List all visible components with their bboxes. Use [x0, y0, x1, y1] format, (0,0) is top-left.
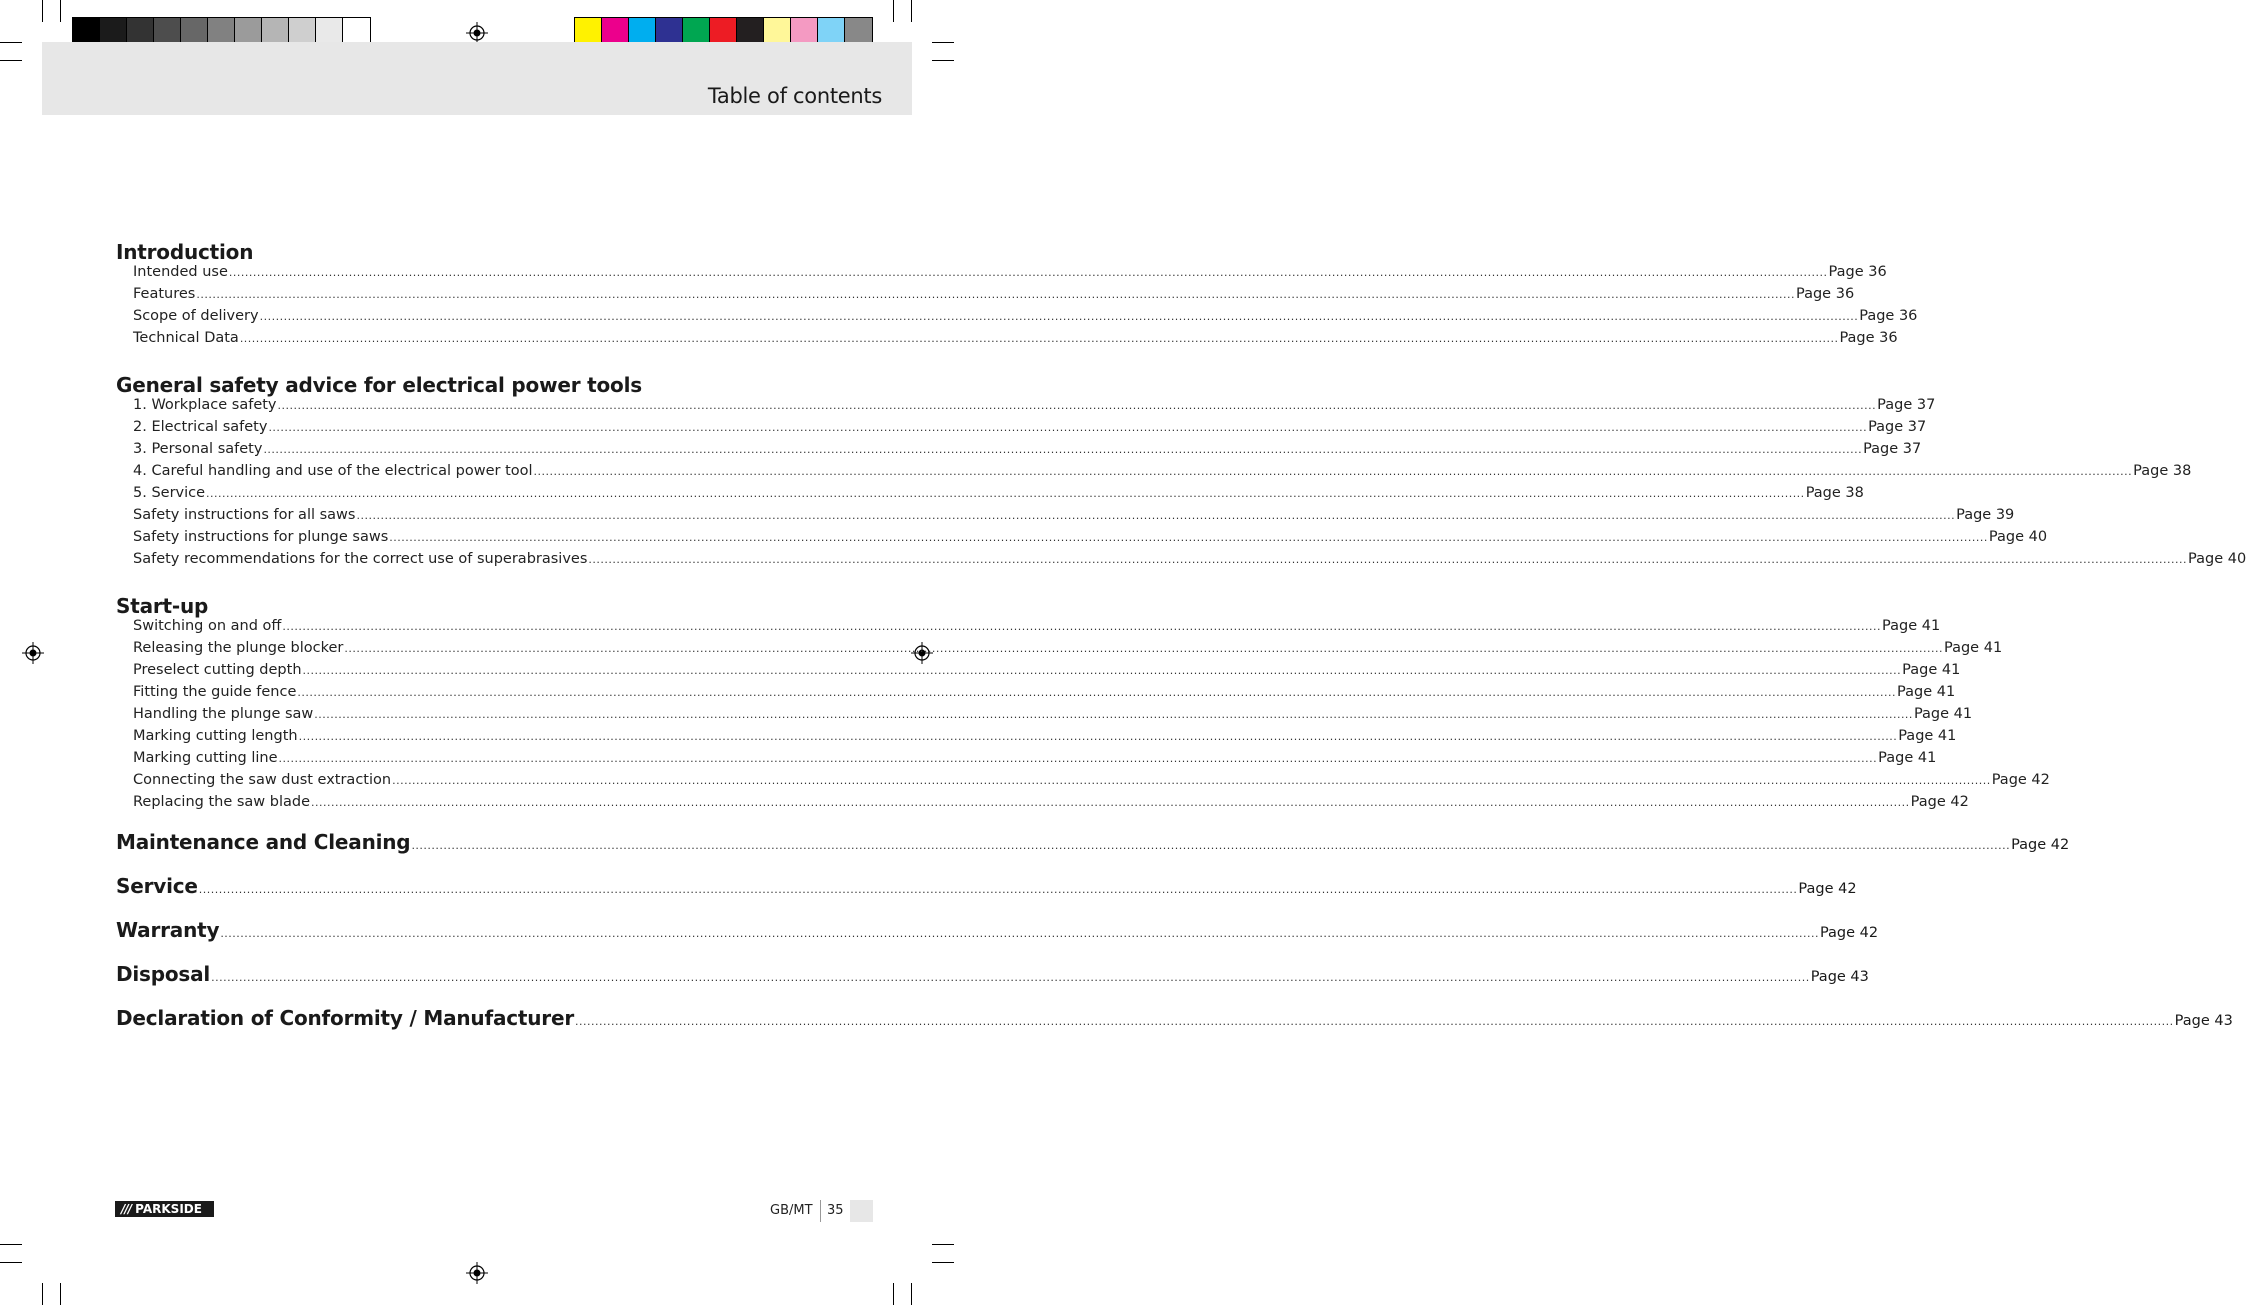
toc-entry[interactable] [116, 286, 1855, 308]
toc-entry-label: Scope of delivery [133, 308, 259, 324]
table-of-contents [116, 240, 2246, 1050]
toc-entry-label: 2. Electrical safety [133, 419, 268, 435]
crop-mark [0, 1262, 22, 1263]
toc-main-entry-label: Service [116, 874, 198, 898]
footer-divider [820, 1200, 821, 1222]
crop-mark [932, 1244, 954, 1245]
toc-entry[interactable] [116, 441, 1922, 463]
dot-leader: ................................................................................................................................................................................................................................................................................................................................................................................................................ [356, 509, 1956, 522]
toc-main-entry[interactable] [116, 830, 2070, 874]
dot-leader: ................................................................................................................................................................................................................................................................................................................................................................................................................ [196, 288, 1795, 301]
toc-entry-label: Switching on and off [133, 618, 282, 634]
crop-mark [60, 1283, 61, 1305]
toc-entry[interactable] [116, 772, 2050, 794]
toc-main-entry[interactable] [116, 874, 1857, 918]
dot-leader: ................................................................................................................................................................................................................................................................................................................................................................................................................ [298, 730, 1898, 743]
dot-leader: ................................................................................................................................................................................................................................................................................................................................................................................................................ [268, 421, 1868, 434]
page-title: Table of contents [707, 84, 882, 108]
toc-entry-page: Page 36 [1859, 308, 1918, 324]
crop-mark [932, 42, 954, 43]
dot-leader: ................................................................................................................................................................................................................................................................................................................................................................................................................ [344, 642, 1943, 655]
crop-mark [932, 1262, 954, 1263]
footer-tab [850, 1200, 873, 1222]
toc-main-entry-label: Maintenance and Cleaning [116, 830, 411, 854]
dot-leader: ................................................................................................................................................................................................................................................................................................................................................................................................................ [228, 266, 1828, 279]
dot-leader: ................................................................................................................................................................................................................................................................................................................................................................................................................ [277, 399, 1877, 412]
toc-entry-page: Page 42 [1910, 794, 1969, 810]
dot-leader: ................................................................................................................................................................................................................................................................................................................................................................................................................ [297, 686, 1897, 699]
toc-entry-label: Marking cutting line [133, 750, 278, 766]
dot-leader: ................................................................................................................................................................................................................................................................................................................................................................................................................ [211, 971, 1810, 984]
toc-entry-page: Page 41 [1882, 618, 1941, 634]
crop-mark [0, 60, 22, 61]
crop-mark [42, 1283, 43, 1305]
toc-main-entry-page: Page 42 [1798, 881, 1857, 897]
registration-mark-icon [466, 22, 488, 44]
toc-entry[interactable] [116, 662, 1961, 684]
toc-entry-page: Page 36 [1796, 286, 1855, 302]
toc-entry-label: Fitting the guide fence [133, 684, 297, 700]
toc-entry[interactable] [116, 419, 1927, 441]
toc-entry[interactable] [116, 529, 2048, 551]
toc-entry-label: Safety instructions for all saws [133, 507, 356, 523]
toc-entry-label: Replacing the saw blade [133, 794, 311, 810]
crop-mark [893, 1283, 894, 1305]
toc-main-entry[interactable] [116, 918, 1879, 962]
toc-entry-page: Page 42 [1991, 772, 2050, 788]
toc-entry-page: Page 38 [2133, 463, 2192, 479]
toc-entry-page: Page 38 [1805, 485, 1864, 501]
toc-main-entry[interactable] [116, 962, 1869, 1006]
toc-entry[interactable] [116, 706, 1973, 728]
toc-entry-page: Page 41 [1878, 750, 1937, 766]
dot-leader: ................................................................................................................................................................................................................................................................................................................................................................................................................ [533, 465, 2133, 478]
toc-entry-label: Safety recommendations for the correct use of superabrasives [133, 551, 588, 567]
toc-entry-page: Page 41 [1944, 640, 2003, 656]
toc-main-entry-label: Warranty [116, 918, 220, 942]
toc-entry[interactable] [116, 507, 2015, 529]
toc-entry-page: Page 37 [1863, 441, 1922, 457]
toc-entry-label: Technical Data [133, 330, 239, 346]
dot-leader: ................................................................................................................................................................................................................................................................................................................................................................................................................ [206, 487, 1805, 500]
dot-leader: ................................................................................................................................................................................................................................................................................................................................................................................................................ [263, 443, 1863, 456]
dot-leader: ................................................................................................................................................................................................................................................................................................................................................................................................................ [198, 883, 1798, 896]
toc-main-entry-page: Page 43 [1810, 969, 1869, 985]
toc-entry-page: Page 37 [1868, 419, 1927, 435]
toc-entry[interactable] [116, 330, 1898, 352]
toc-entry[interactable] [116, 728, 1957, 750]
toc-section-title: Introduction [116, 240, 254, 264]
page-number: 35 [827, 1203, 844, 1218]
toc-entry[interactable] [116, 264, 1887, 286]
crop-mark [0, 42, 22, 43]
toc-entry[interactable] [116, 485, 1864, 507]
toc-entry-label: Features [133, 286, 196, 302]
toc-entry-label: 3. Personal safety [133, 441, 263, 457]
toc-entry[interactable] [116, 308, 1918, 330]
toc-main-entry-label: Disposal [116, 962, 211, 986]
dot-leader: ................................................................................................................................................................................................................................................................................................................................................................................................................ [575, 1015, 2174, 1028]
crop-mark [893, 0, 894, 22]
dot-leader: ................................................................................................................................................................................................................................................................................................................................................................................................................ [392, 774, 1991, 787]
crop-mark [42, 0, 43, 22]
toc-entry-page: Page 36 [1839, 330, 1898, 346]
toc-entry[interactable] [116, 463, 2192, 485]
toc-entry-page: Page 37 [1877, 397, 1936, 413]
dot-leader: ................................................................................................................................................................................................................................................................................................................................................................................................................ [259, 310, 1859, 323]
dot-leader: ................................................................................................................................................................................................................................................................................................................................................................................................................ [314, 708, 1913, 721]
toc-entry-label: Connecting the saw dust extraction [133, 772, 392, 788]
toc-entry-page: Page 41 [1897, 684, 1956, 700]
toc-entry[interactable] [116, 684, 1956, 706]
crop-mark [0, 1244, 22, 1245]
toc-entry[interactable] [116, 618, 1941, 640]
crop-mark [60, 0, 61, 22]
language-code: GB/MT [770, 1203, 813, 1218]
toc-entry[interactable] [116, 640, 2003, 662]
dot-leader: ................................................................................................................................................................................................................................................................................................................................................................................................................ [282, 620, 1882, 633]
dot-leader: ................................................................................................................................................................................................................................................................................................................................................................................................................ [220, 927, 1819, 940]
toc-main-entry-page: Page 43 [2174, 1013, 2233, 1029]
crop-mark [911, 0, 912, 22]
toc-entry-label: Safety instructions for plunge saws [133, 529, 389, 545]
toc-main-entry-label: Declaration of Conformity / Manufacturer [116, 1006, 574, 1030]
logo-slashes: /// [121, 1202, 132, 1216]
dot-leader: ................................................................................................................................................................................................................................................................................................................................................................................................................ [239, 332, 1839, 345]
toc-section-title: Start-up [116, 594, 209, 618]
toc-entry-label: Marking cutting length [133, 728, 298, 744]
brand-logo [115, 1201, 214, 1217]
toc-entry-label: 4. Careful handling and use of the electrical power tool [133, 463, 533, 479]
toc-entry-label: 1. Workplace safety [133, 397, 277, 413]
crop-mark [911, 1283, 912, 1305]
toc-entry-page: Page 40 [2188, 551, 2246, 567]
toc-entry[interactable] [116, 551, 2246, 573]
toc-entry-page: Page 41 [1898, 728, 1957, 744]
toc-entry-page: Page 39 [1956, 507, 2015, 523]
toc-entry-page: Page 36 [1828, 264, 1887, 280]
toc-entry-page: Page 41 [1902, 662, 1961, 678]
toc-entry-label: Intended use [133, 264, 228, 280]
toc-entry-label: Releasing the plunge blocker [133, 640, 344, 656]
toc-section-title: General safety advice for electrical power tools [116, 373, 642, 397]
dot-leader: ................................................................................................................................................................................................................................................................................................................................................................................................................ [311, 796, 1910, 809]
dot-leader: ................................................................................................................................................................................................................................................................................................................................................................................................................ [411, 839, 2011, 852]
toc-main-entry[interactable] [116, 1006, 2233, 1050]
crop-mark [932, 60, 954, 61]
registration-mark-icon [466, 1262, 488, 1284]
toc-entry-label: Preselect cutting depth [133, 662, 302, 678]
toc-entry-page: Page 41 [1913, 706, 1973, 722]
dot-leader: ................................................................................................................................................................................................................................................................................................................................................................................................................ [389, 531, 1988, 544]
dot-leader: ................................................................................................................................................................................................................................................................................................................................................................................................................ [302, 664, 1902, 677]
toc-entry[interactable] [116, 397, 1936, 419]
toc-main-entry-page: Page 42 [1819, 925, 1879, 941]
dot-leader: ................................................................................................................................................................................................................................................................................................................................................................................................................ [278, 752, 1878, 765]
toc-entry[interactable] [116, 794, 1969, 816]
toc-entry[interactable] [116, 750, 1937, 772]
registration-mark-icon [22, 642, 44, 664]
dot-leader: ................................................................................................................................................................................................................................................................................................................................................................................................................ [588, 553, 2188, 566]
toc-main-entry-page: Page 42 [2011, 837, 2070, 853]
logo-text: PARKSIDE [135, 1202, 202, 1216]
toc-entry-label: 5. Service [133, 485, 206, 501]
toc-entry-page: Page 40 [1988, 529, 2048, 545]
toc-entry-label: Handling the plunge saw [133, 706, 314, 722]
